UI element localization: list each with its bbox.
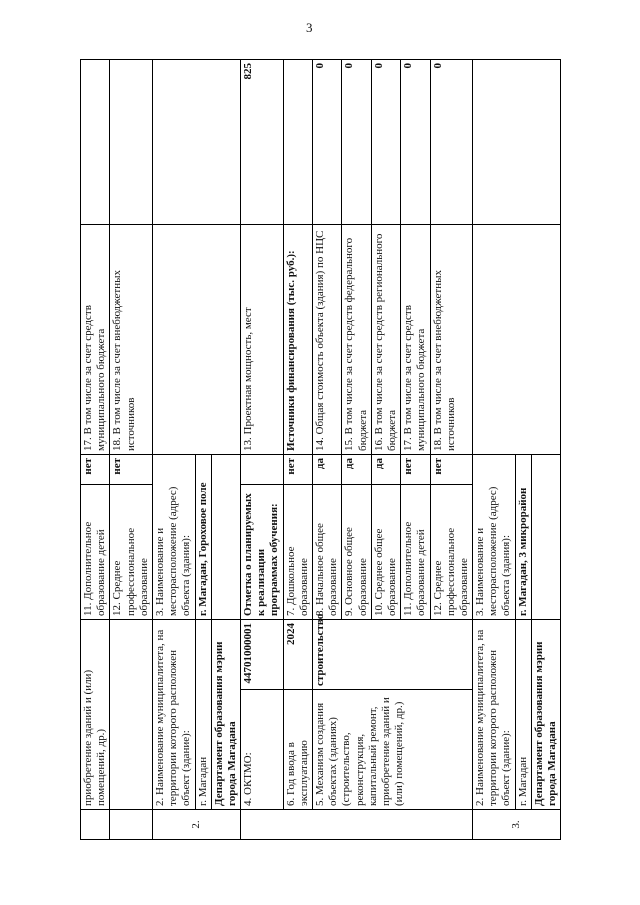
cell: 9. Основное общее образование — [342, 485, 371, 620]
cell: Источники финансирования (тыс. руб.): — [283, 225, 312, 455]
value-cell: 0 — [401, 60, 430, 225]
cell: 11. Дополнительное образование детей — [81, 485, 110, 620]
cell: г. Магадан — [195, 620, 211, 810]
value-cell: да — [371, 455, 400, 485]
table-row — [110, 60, 153, 840]
page-number: 3 — [306, 20, 313, 35]
table-row — [473, 60, 516, 840]
value-cell: да — [313, 455, 342, 485]
cell: 14. Общая стоимость объекта (здания) по НЦС — [313, 225, 342, 455]
value-cell: 0 — [342, 60, 371, 225]
cell: 3. Наименование и месторасположение (адрес) объекта (здания): — [152, 455, 195, 620]
value-cell: 0 — [313, 60, 342, 225]
object-table — [80, 59, 561, 840]
rotated-page — [80, 60, 608, 840]
cell: 17. В том числе за счет средств муниципального бюджета — [401, 225, 430, 455]
cell: 12. Среднее профессиональное образование — [110, 485, 153, 620]
cell: 4. ОКТМО: — [241, 690, 284, 810]
cell: 18. В том числе за счет внебюджетных источников — [110, 225, 153, 455]
value-cell: 44701000001 — [241, 620, 284, 690]
value-cell: да — [342, 455, 371, 485]
cell: 6. Год ввода в эксплуатацию — [283, 690, 312, 810]
cell: Департамент образования мэрии города Магадана — [531, 620, 560, 810]
cell: г. Магадан — [515, 620, 531, 810]
cell: 11. Дополнительное образование детей — [401, 485, 430, 620]
cell: Департамент образования мэрии города Магадана — [211, 620, 240, 810]
cell: 10. Среднее общее образование — [371, 485, 400, 620]
cell: г. Магадан, 3 микрорайон — [515, 455, 531, 620]
value-cell: 2024 — [283, 620, 312, 690]
row-number-cell — [81, 810, 110, 840]
cell: приобретение зданий и (или) помещений, др.) — [81, 620, 110, 810]
cell: 5. Механизм создания объектах (зданиях) (строительство, реконструкция, капитальный ремонт, приобретение зданий и (или) помещений, др.) — [313, 690, 473, 810]
value-cell: 825 — [241, 60, 284, 225]
cell: 15. В том числе за счет средств федерального бюджета — [342, 225, 371, 455]
cell: 13. Проектная мощность, мест — [241, 225, 284, 455]
value-cell: нет — [401, 455, 430, 485]
cell: 7. Дошкольное образование — [283, 485, 312, 620]
cell: 2. Наименование муниципалитета, на территории которого расположен объект (здание): — [152, 620, 195, 810]
value-cell: нет — [81, 455, 110, 485]
cell: 18. В том числе за счет внебюджетных источников — [430, 225, 473, 455]
cell: Отметка о планируемых к реализации программах обучения: — [241, 485, 284, 620]
cell: 12. Среднее профессиональное образование — [430, 485, 473, 620]
cell: 8. Начальное общее образование — [313, 485, 342, 620]
value-cell: нет — [283, 455, 312, 485]
table-row — [283, 60, 312, 840]
table-row — [152, 60, 195, 840]
value-cell: 0 — [371, 60, 400, 225]
value-cell: нет — [430, 455, 473, 485]
value-cell: строительство — [313, 620, 473, 690]
table-row — [241, 60, 284, 840]
cell: г. Магадан, Гороховое поле — [195, 455, 211, 620]
table-row — [313, 60, 342, 840]
row-number: 2. — [152, 810, 240, 840]
value-cell: нет — [110, 455, 153, 485]
cell: 3. Наименование и месторасположение (адрес) объекта (здания): — [473, 455, 516, 620]
cell: 2. Наименование муниципалитета, на территории которого расположен объект (здание): — [473, 620, 516, 810]
row-number: 3. — [473, 810, 561, 840]
cell: 16. В том числе за счет средств регионального бюджета — [371, 225, 400, 455]
cell: 17. В том числе за счет средств муниципального бюджета — [81, 225, 110, 455]
table-row — [81, 60, 110, 840]
value-cell: 0 — [430, 60, 473, 225]
cell — [81, 60, 110, 225]
